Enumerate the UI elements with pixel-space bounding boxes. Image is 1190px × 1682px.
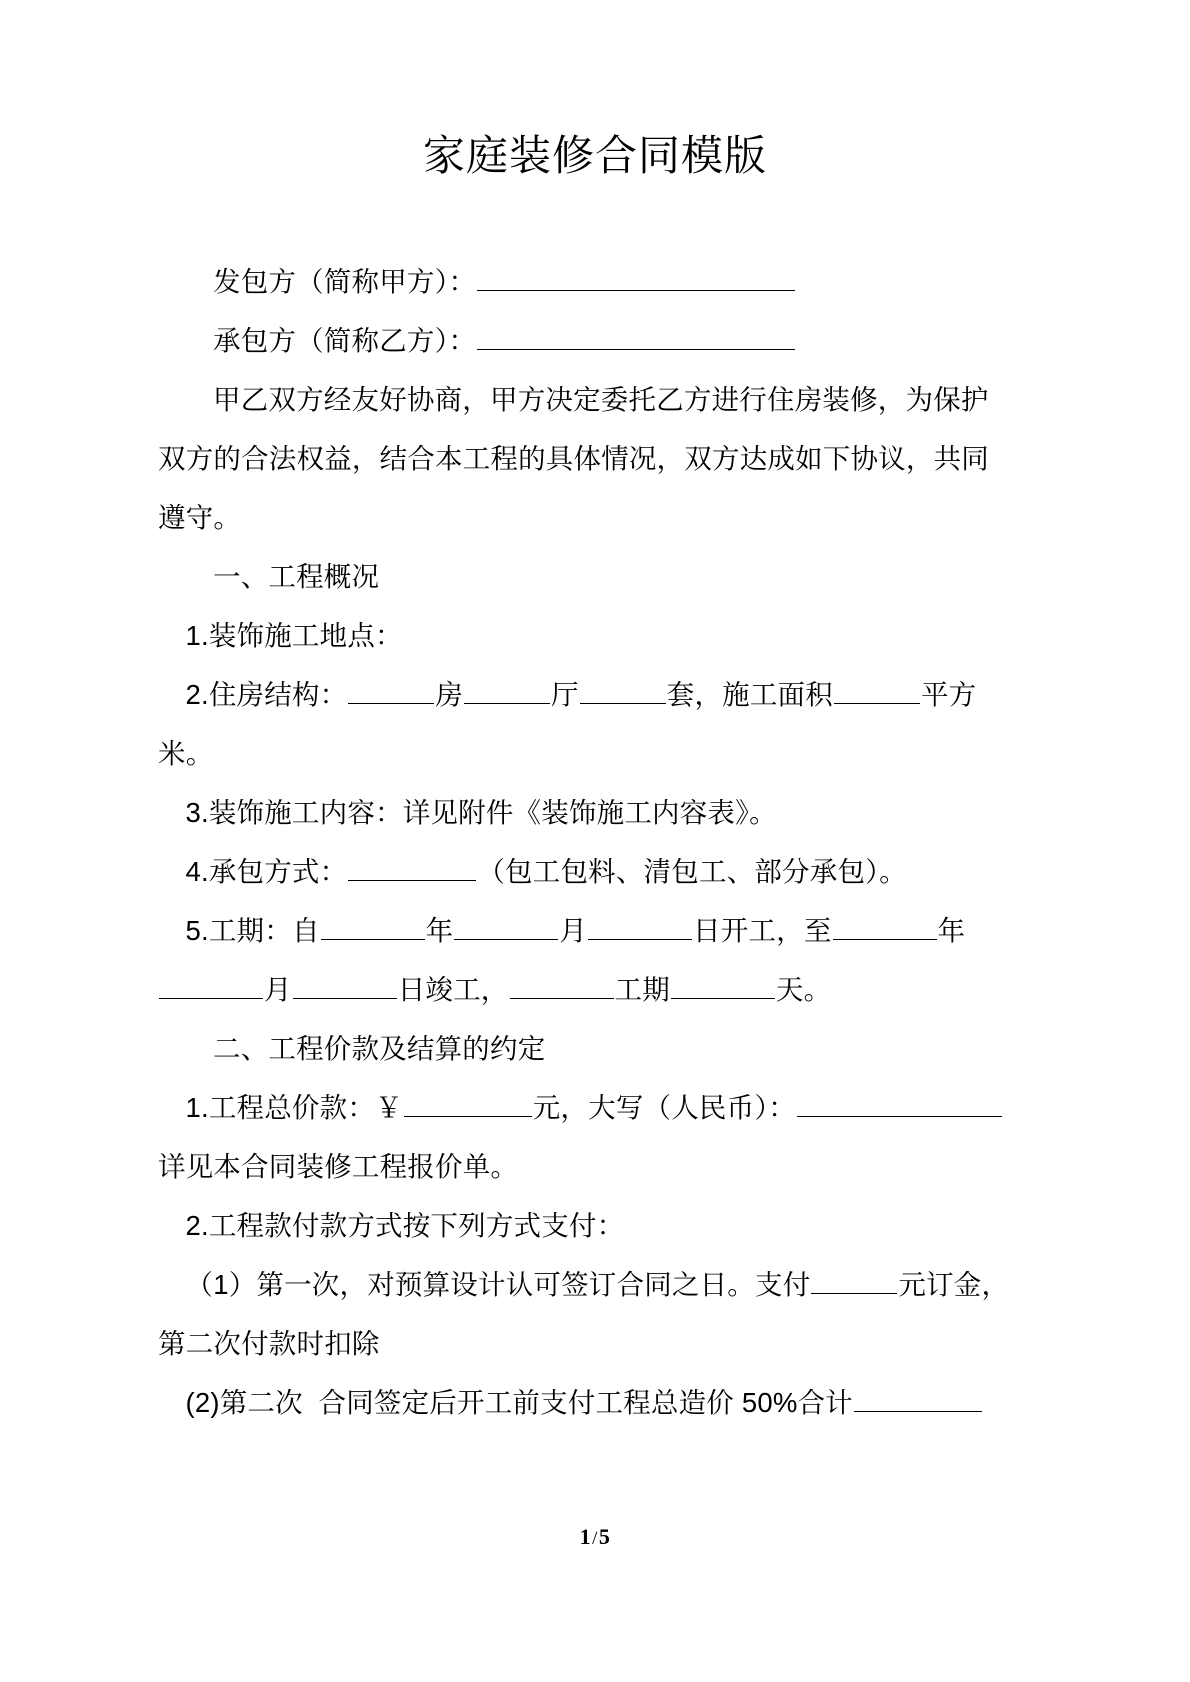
- footer-separator: /: [592, 1528, 598, 1549]
- item-1-2-suite: 套，施工面积: [666, 679, 833, 710]
- item-1-5-start: 日开工，至: [693, 915, 832, 946]
- duration-blank-2[interactable]: [671, 973, 775, 999]
- end-day-blank[interactable]: [293, 973, 397, 999]
- duration-blank-1[interactable]: [510, 973, 614, 999]
- item-1-2: [158, 665, 1014, 783]
- section-one-heading: 一、工程概况: [213, 561, 380, 592]
- start-day-blank[interactable]: [588, 914, 692, 940]
- start-year-blank[interactable]: [321, 914, 425, 940]
- item-1-1: 1.装饰施工地点：: [185, 620, 403, 651]
- item-1-5: [158, 901, 1014, 1019]
- party-a-line: [158, 252, 1014, 311]
- item-1-5-duration: 工期: [614, 974, 670, 1005]
- party-a-blank[interactable]: [477, 265, 795, 291]
- contract-type-blank[interactable]: [348, 855, 476, 881]
- suite-count-blank[interactable]: [580, 678, 666, 704]
- room-count-blank[interactable]: [348, 678, 434, 704]
- second-payment-blank[interactable]: [854, 1386, 982, 1412]
- item-2-2-2: [158, 1373, 1014, 1432]
- page-title: 家庭装修合同模版: [422, 132, 767, 179]
- start-month-blank[interactable]: [454, 914, 558, 940]
- item-1-5-year2: 年: [937, 915, 966, 946]
- footer-total-pages: 5: [598, 1524, 611, 1549]
- page-footer: [0, 1524, 1190, 1550]
- item-1-2-room: 房: [435, 679, 464, 710]
- item-1-5-year: 年: [425, 915, 454, 946]
- item-1-5-finish: 日竣工，: [397, 974, 509, 1005]
- item-2-2-1: [158, 1255, 1014, 1373]
- item-2-1-note: 详见本合同装修工程报价单。: [158, 1151, 519, 1182]
- item-1-4-options: （包工包料、清包工、部分承包）。: [477, 856, 907, 887]
- item-1-5-label: 5.工期：: [185, 915, 292, 946]
- section-two-heading: 二、工程价款及结算的约定: [213, 1033, 546, 1064]
- item-1-4: [158, 842, 1014, 901]
- total-price-words-blank[interactable]: [797, 1091, 1002, 1117]
- item-2-1-label: 1.工程总价款：￥: [185, 1092, 403, 1123]
- party-b-blank[interactable]: [477, 324, 795, 350]
- item-1-5-from: 自: [291, 915, 320, 946]
- preamble-paragraph: 甲乙双方经友好协商，甲方决定委托乙方进行住房装修，为保护双方的合法权益，结合本工程的具体情况，双方达成如下协议，共同遵守。: [158, 384, 989, 533]
- item-2-1: [158, 1078, 1014, 1196]
- item-1-2-hall: 厅: [551, 679, 579, 710]
- item-2-2-1-tail: 元订金，第二次付款时扣除: [158, 1269, 1010, 1359]
- item-2-2-2-text: (2)第二次 合同签定后开工前支付工程总造价 50%合计: [185, 1387, 853, 1418]
- item-1-4-label: 4.承包方式：: [185, 856, 348, 887]
- hall-count-blank[interactable]: [464, 678, 550, 704]
- item-2-2-1-text: （1）第一次，对预算设计认可签订合同之日。支付: [185, 1269, 811, 1300]
- item-1-2-unit: 平方米。: [158, 679, 977, 769]
- item-2-2: 2.工程款付款方式按下列方式支付：: [185, 1210, 625, 1241]
- item-1-5-month: 月: [559, 915, 588, 946]
- item-2-1-uppercase: 元，大写（人民币）：: [532, 1092, 796, 1123]
- end-year-blank[interactable]: [833, 914, 937, 940]
- footer-current-page: 1: [579, 1524, 592, 1549]
- item-1-5-days: 天。: [775, 974, 832, 1005]
- party-a-label: 发包方（简称甲方）：: [213, 266, 477, 297]
- item-1-3: 3.装饰施工内容：详见附件《装饰施工内容表》。: [185, 797, 777, 828]
- area-blank[interactable]: [834, 678, 920, 704]
- party-b-label: 承包方（简称乙方）：: [213, 325, 477, 356]
- item-1-5-month2: 月: [264, 974, 292, 1005]
- total-price-blank[interactable]: [404, 1091, 532, 1117]
- party-b-line: [158, 311, 1014, 370]
- end-month-blank[interactable]: [159, 973, 263, 999]
- deposit-blank[interactable]: [811, 1268, 897, 1294]
- item-1-2-label: 2.住房结构：: [185, 679, 348, 710]
- document-body: [158, 252, 1014, 1432]
